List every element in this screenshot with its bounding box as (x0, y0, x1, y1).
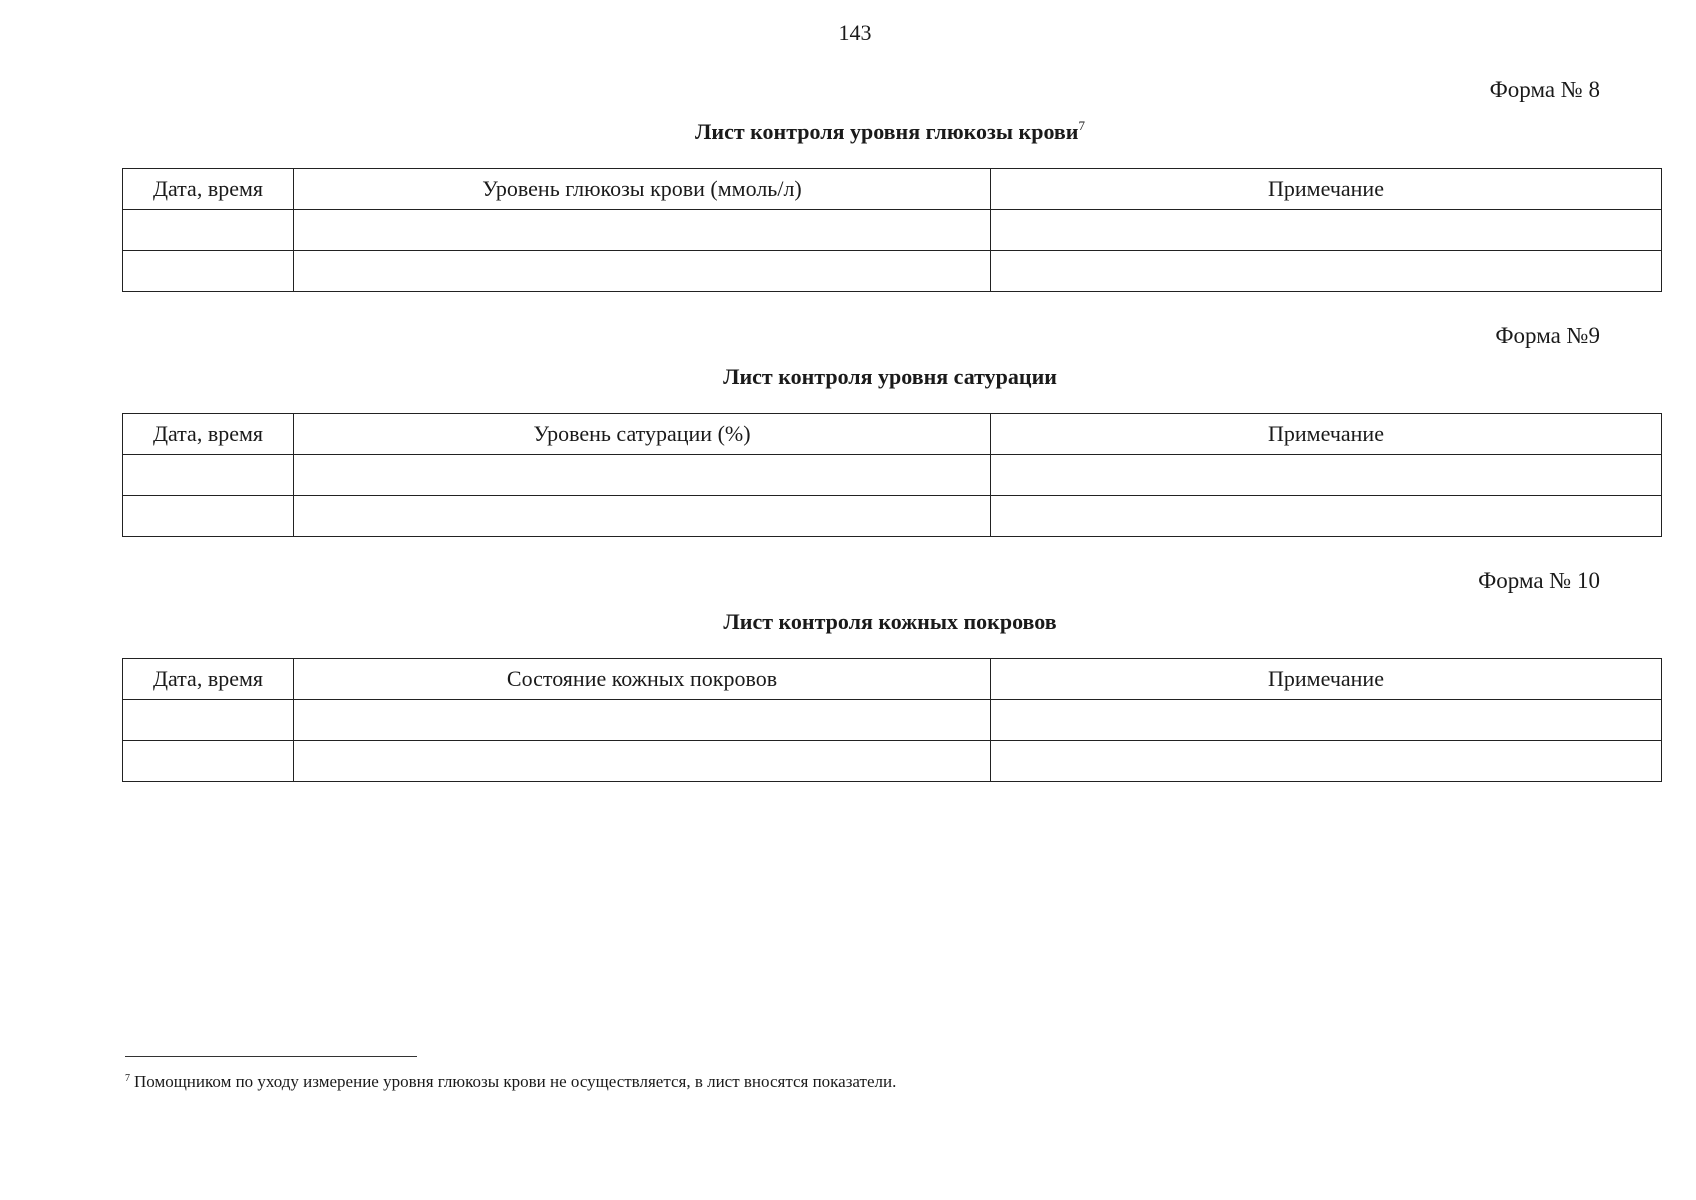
header-note: Примечание (991, 414, 1662, 455)
form-title-skin (0, 609, 1696, 635)
header-date-time: Дата, время (123, 414, 294, 455)
footnote-text: Помощником по уходу измерение уровня глюкозы крови не осуществляется, в лист вносятся показатели. (134, 1072, 897, 1091)
table-cell[interactable] (991, 741, 1662, 782)
table-row (123, 210, 1662, 251)
form-title-glucose (0, 118, 1696, 145)
footnote (125, 1072, 896, 1092)
table-header-row (123, 169, 1662, 210)
table-cell[interactable] (294, 455, 991, 496)
table-cell[interactable] (294, 251, 991, 292)
form-title-saturation (0, 364, 1696, 390)
table-cell[interactable] (294, 741, 991, 782)
saturation-log-table (122, 413, 1662, 537)
table-row (123, 251, 1662, 292)
header-glucose-level: Уровень глюкозы крови (ммоль/л) (294, 169, 991, 210)
page-number: 143 (838, 20, 872, 45)
form-number-8: Форма № 8 (1489, 77, 1600, 102)
table-cell[interactable] (991, 210, 1662, 251)
table-cell[interactable] (991, 496, 1662, 537)
form-number-9: Форма №9 (1495, 323, 1600, 348)
header-note: Примечание (991, 169, 1662, 210)
table-cell[interactable] (991, 700, 1662, 741)
table-cell[interactable] (123, 251, 294, 292)
table-row (123, 496, 1662, 537)
footnote-rule (125, 1056, 417, 1057)
header-note: Примечание (991, 659, 1662, 700)
form-title-text: Лист контроля кожных покровов (723, 609, 1057, 634)
header-skin-condition: Состояние кожных покровов (294, 659, 991, 700)
table-cell[interactable] (294, 700, 991, 741)
table-row (123, 455, 1662, 496)
table-cell[interactable] (123, 210, 294, 251)
table-cell[interactable] (123, 496, 294, 537)
table-cell[interactable] (991, 251, 1662, 292)
form-title-text: Лист контроля уровня глюкозы крови (695, 119, 1079, 144)
footnote-reference: 7 (1078, 118, 1085, 133)
table-cell[interactable] (123, 455, 294, 496)
form-title-text: Лист контроля уровня сатурации (723, 364, 1057, 389)
form-number-10: Форма № 10 (1478, 568, 1600, 593)
header-date-time: Дата, время (123, 169, 294, 210)
glucose-log-table (122, 168, 1662, 292)
footnote-mark: 7 (125, 1073, 130, 1084)
table-row (123, 741, 1662, 782)
table-cell[interactable] (123, 741, 294, 782)
table-cell[interactable] (123, 700, 294, 741)
header-saturation-level: Уровень сатурации (%) (294, 414, 991, 455)
table-row (123, 700, 1662, 741)
table-cell[interactable] (991, 455, 1662, 496)
table-header-row (123, 659, 1662, 700)
table-header-row (123, 414, 1662, 455)
table-cell[interactable] (294, 210, 991, 251)
table-cell[interactable] (294, 496, 991, 537)
header-date-time: Дата, время (123, 659, 294, 700)
skin-log-table (122, 658, 1662, 782)
